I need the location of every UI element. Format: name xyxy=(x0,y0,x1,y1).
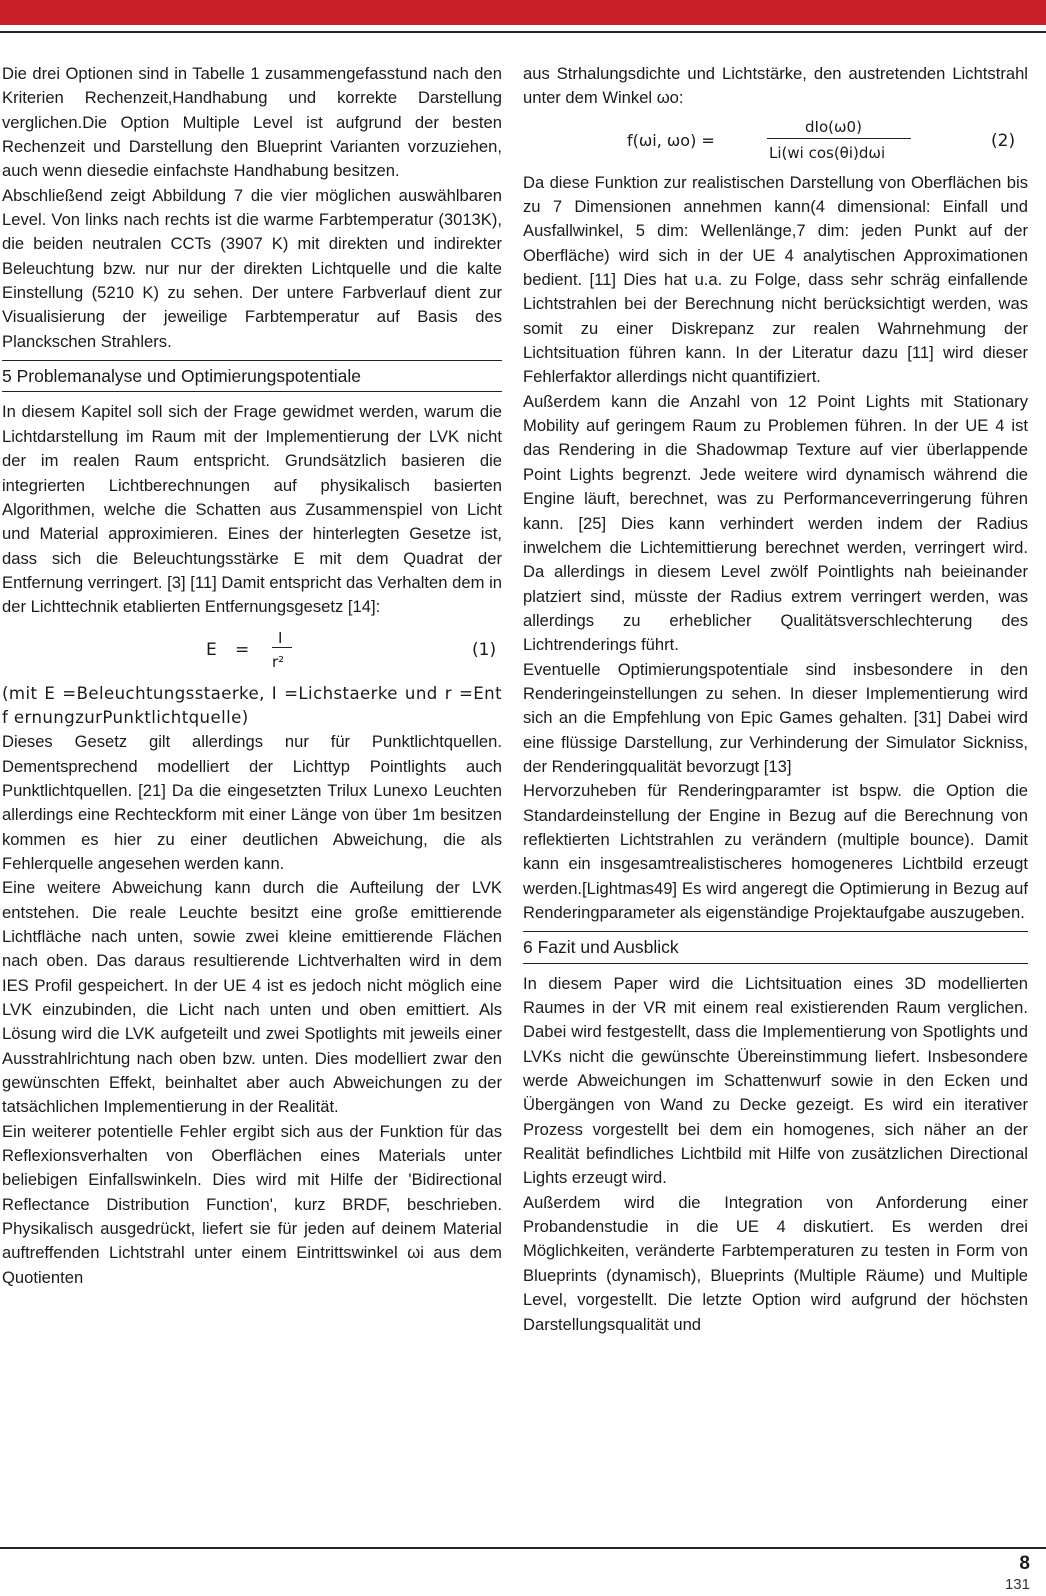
section-heading-5: 5 Problemanalyse und Optimierungspotentiale xyxy=(2,360,502,392)
eq2-number: (2) xyxy=(991,130,1016,151)
header-rule xyxy=(0,31,1046,33)
section-heading-6: 6 Fazit und Ausblick xyxy=(523,931,1028,963)
eq2-numerator: dIo(ω0) xyxy=(805,117,862,136)
paragraph: Ein weiterer potentielle Fehler ergibt sich aus der Funktion für das Reflexionsverhalten von Oberflächen eines Materials unter beliebigen Einfallswinkeln. Dies wird mit Hilfe der 'Bidirectional Reflectance Distribution Function', kurz BRDF, beschrieben. Physikalisch ausgedrückt, liefert sie für jeden auf deinem Material auftreffenden Lichtstrahl unter einem Eintrittswinkel ωi aus dem Quotienten xyxy=(2,1121,502,1287)
paragraph: Eventuelle Optimierungspotentiale sind insbesondere in den Renderingeinstellungen zu sehen. In dieser Implementierung wird sich an die Empfehlung von Epic Games gehalten. [31] Dabei wird eine flüssige Darstellung, zur Verhinderung der Simulator Sickniss, der Renderingqualität bevorzugt [13] xyxy=(523,659,1028,776)
eq2-denominator: Li(wi cos(θi)dωi xyxy=(769,143,886,162)
equation-2 xyxy=(523,111,1028,171)
footer-rule xyxy=(0,1547,1046,1549)
eq1-numerator: I xyxy=(278,628,283,647)
paragraph: aus Strhalungsdichte und Lichtstärke, den austretenden Lichtstrahl unter dem Winkel ωo: xyxy=(523,64,1028,108)
eq2-fraction-line xyxy=(767,138,911,139)
paragraph: Außerdem kann die Anzahl von 12 Point Lights mit Stationary Mobility auf geringem Raum zu Problemen führen. In der UE 4 ist das Rendering in die Shadowmap Texture auf vier überlappende Point Lights begrenzt. Jede weitere wird dynamisch während die Engine läuft, berechnet, was zu Performanceverringerung führen kann. [25] Dies kann verhindert werden indem der Radius inwelchem die Lichtemittierung berechnet werden, verringert wird. Da allerdings in diesem Level zwölf Pointlights nah beieinander platziert sind, müsste der Radius extrem verringert werden, was allerdings zu erheblicher Qualitätsverschlechterung des Lichtrenderings führt. xyxy=(523,391,1028,655)
sequence-number: 131 xyxy=(1004,1576,1030,1593)
eq1-lhs: E xyxy=(206,639,217,660)
paragraph: In diesem Paper wird die Lichtsituation eines 3D modellierten Raumes in der VR mit einem real existierenden Raum verglichen. Dabei wird festgestellt, dass die Implementierung von Spotlights und LVKs nicht die gewünschte Übereinstimmung liefert. Insbesondere werde Abweichungen im Schattenwurf sowie in den Ecken und Übergängen von Wand zu Decke gezeigt. Es wird ein iterativer Prozess vorgestellt bei dem ein homogenes, sich näher an der Realität befindliches Lichtbild mit Hilfe von zusätzlichen Directional Lights erzeugt wird. xyxy=(523,973,1028,1188)
paragraph: Eine weitere Abweichung kann durch die Aufteilung der LVK entstehen. Die reale Leuchte besitzt eine große emittierende Lichtfläche nach unten, sowie zwei kleine emittierende Flächen nach oben. Das daraus resultierende Lichtverhalten wird in dem IES Profil gespeichert. In der UE 4 ist es jedoch nicht möglich eine LVK einzubinden, die Licht nach unten und oben emittiert. Als Lösung wird die LVK aufgeteilt und zwei Spotlights mit jeweils einer Ausstrahlrichtung nach oben bzw. unten. Dies modelliert zwar den gewünschten Effekt, beinhaltet aber auch Abweichungen zu der tatsächlichen Implementierung in der Realität. xyxy=(2,878,502,1117)
header-bar xyxy=(0,0,1046,25)
paragraph: Außerdem wird die Integration von Anforderung einer Probandenstudie in die UE 4 diskutiert. Es werden drei Möglichkeiten, veränderte Farbtemperaturen zu testen in Form von Blueprints (dynamisch), Blueprints (Multiple Räume) und Multiple Level, vorgestellt. Die letzte Option wird aufgrund der höchsten Darstellungsqualität und xyxy=(523,1192,1028,1334)
page-number: 8 xyxy=(1019,1553,1030,1574)
left-column xyxy=(2,62,502,1290)
paragraph: Hervorzuheben für Renderingparamter ist bspw. die Option die Standardeinstellung der Engine in Bezug auf die Berechnung von reflektierten Lichtstrahlen zu verändern (multiple bounce). Damit kann ein insgesamtrealistischeres homogeneres Lichtbild erzeugt werden.[Lightmas49] Es wird angeregt die Optimierung in Bezug auf Renderingparameter als eigenständige Projektaufgabe auszugeben. xyxy=(523,781,1028,922)
eq2-lhs: f(ωi, ωo) = xyxy=(627,130,715,150)
paragraph: Da diese Funktion zur realistischen Darstellung von Oberflächen bis zu 7 Dimensionen annehmen kann(4 dimensional: Einfall und Ausfallwinkel, 5 dim: Wellenlänge,7 dim: jeden Punkt auf der Oberfläche) wird sich in der UE 4 analytischen Approximationen bedient. [11] Dies hat u.a. zu Folge, dass sehr schräg einfallende Lichtstrahlen bei der Berechnung nicht berücksichtigt werden, was somit zu einer Diskrepanz zur realen Wahrnehmung der Lichtsituation führen kann. In der Literatur dazu [11] wird dieser Fehlerfaktor allerdings nicht quantifiziert. xyxy=(523,172,1028,387)
equation-1 xyxy=(2,620,502,682)
paragraph: Die drei Optionen sind in Tabelle 1 zusammengefasstund nach den Kriterien Rechenzeit,Handhabung und korrekte Darstellung verglichen.Die Option Multiple Level ist aufgrund der besten Rechenzeit und Darstellung den Blueprint Varianten vorzuziehen, auch wenn diesedie einfachste Handhabung besitzen. xyxy=(2,64,502,181)
paragraph: In diesem Kapitel soll sich der Frage gewidmet werden, warum die Lichtdarstellung im Raum mit der Implementierung der LVK nicht der im realen Raum entspricht. Grundsätzlich basieren die integrierten Lichtberechnungen auf physikalisch basierten Algorithmen, welche die Schatten aus Zusammenspiel von Licht und Material approximieren. Eines der hinterlegten Gesetze ist, dass sich die Beleuchtungsstärke E mit dem Quadrat der Entfernung verringert. [3] [11] Damit entspricht das Verhalten dem in der Lichttechnik etablierten Entfernungsgesetz [14]: xyxy=(2,402,502,617)
paragraph: Dieses Gesetz gilt allerdings nur für Punktlichtquellen. Dementsprechend modelliert der Lichttyp Pointlights auch Punktlichtquellen. [21] Da die eingesetzten Trilux Lunexo Leuchten allerdings eine Rechteckform mit einer Länge von über 1m besitzen kommen es hier zu einer deutlichen Abweichung, die als Fehlerquelle angesehen werden kann. xyxy=(2,732,502,873)
eq1-denominator: r² xyxy=(272,652,285,671)
paragraph: (mit E =Beleuchtungsstaerke, I =Lichstaerke und r =Ent f ernungzurPunktlichtquelle) xyxy=(2,683,502,727)
eq1-number: (1) xyxy=(472,639,497,660)
eq1-fraction-line xyxy=(272,647,292,648)
right-column xyxy=(523,62,1028,1337)
eq1-equals: = xyxy=(235,639,250,660)
paragraph: Abschließend zeigt Abbildung 7 die vier möglichen auswählbaren Level. Von links nach rechts ist die warme Farbtemperatur (3013K), die beiden neutralen CCTs (3907 K) mit direkten und indirekter Beleuchtung bzw. nur nur der direkten Lichtquelle und die kalte Einstellung (5210 K) zu sehen. Der untere Farbverlauf dient zur Visualisierung der jeweilige Farbtemperatur auf Basis des Planckschen Strahlers. xyxy=(2,185,502,351)
